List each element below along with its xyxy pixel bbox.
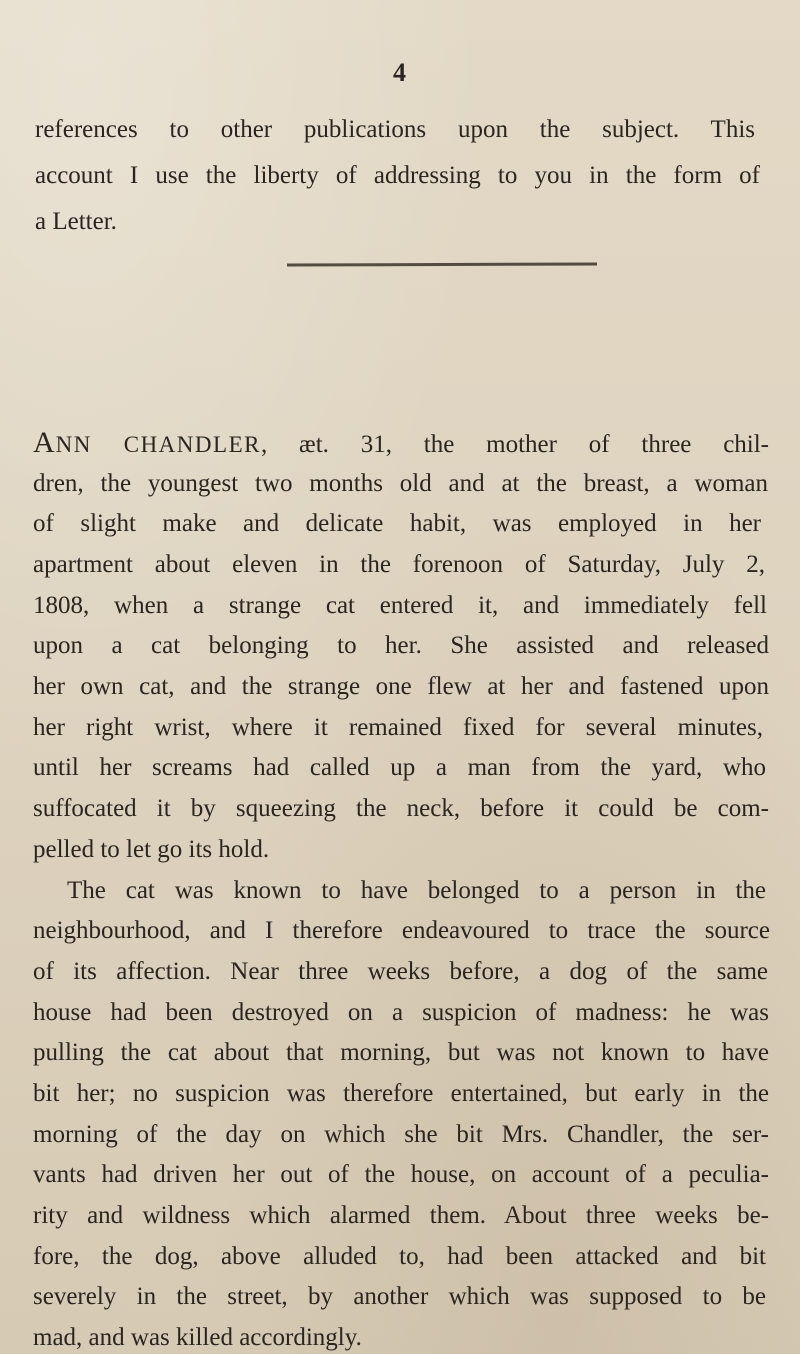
source-line: of its affection. Near three weeks before, a dog of the same: [33, 958, 768, 985]
source-line: bit her; no suspicion was therefore entertained, but early in the: [33, 1080, 769, 1107]
section-divider: [287, 262, 597, 266]
drop-cap-letter: A: [33, 426, 56, 459]
text-line: [0, 750, 800, 786]
source-line: mad, and was killed accordingly.: [33, 1324, 362, 1351]
source-line: pulling the cat about that morning, but was not known to have: [33, 1039, 769, 1066]
text-line: [0, 1320, 800, 1354]
case-line: her right wrist, where it remained fixed for several minutes,: [33, 714, 763, 741]
intro-line-3: a Letter.: [35, 208, 117, 235]
source-line: rity and wildness which alarmed them. About three weeks be-: [33, 1202, 769, 1229]
text-line: [0, 425, 800, 461]
text-line: [0, 669, 800, 705]
case-line: 1808, when a strange cat entered it, and immediately fell: [33, 592, 767, 619]
text-line: [0, 628, 800, 664]
source-line: severely in the street, by another which was supposed to be: [33, 1283, 766, 1310]
text-line: [0, 873, 800, 909]
case-line: pelled to let go its hold.: [33, 836, 270, 863]
intro-line-1: references to other publications upon the subject. This: [35, 116, 755, 143]
source-line: fore, the dog, above alluded to, had been attacked and bit: [33, 1243, 766, 1270]
text-line: [0, 995, 800, 1031]
case-first-line-text: , æt. 31, the mother of three chil-: [260, 431, 770, 458]
text-line: [0, 547, 800, 583]
page-number: 4: [393, 58, 407, 87]
text-line: [0, 1117, 800, 1153]
source-line: morning of the day on which she bit Mrs. Chandler, the ser-: [33, 1121, 769, 1148]
source-line: The cat was known to have belonged to a person in the: [67, 877, 766, 904]
case-line: dren, the youngest two months old and at the breast, a woman: [33, 470, 768, 497]
text-line: [0, 112, 800, 148]
text-line: [0, 466, 800, 502]
case-line: upon a cat belonging to her. She assisted and released: [33, 632, 769, 659]
text-line: [0, 1035, 800, 1071]
name-small-caps: NN: [55, 432, 92, 457]
text-line: [0, 1076, 800, 1112]
text-line: [0, 832, 800, 868]
case-line: her own cat, and the strange one flew at her and fastened upon: [33, 673, 769, 700]
source-line: neighbourhood, and I therefore endeavoured to trace the source: [33, 917, 770, 944]
text-line: [0, 1157, 800, 1193]
case-first-line: [33, 425, 769, 463]
case-line: until her screams had called up a man from the yard, who: [33, 754, 766, 781]
text-line: [0, 588, 800, 624]
case-line: suffocated it by squeezing the neck, before it could be com-: [33, 795, 769, 822]
text-line: [0, 913, 800, 949]
case-line: apartment about eleven in the forenoon of Saturday, July 2,: [33, 551, 765, 578]
text-line: [0, 1198, 800, 1234]
text-line: [0, 204, 800, 240]
text-line: [0, 710, 800, 746]
surname-small-caps: CHANDLER: [123, 432, 261, 457]
text-line: [0, 1279, 800, 1315]
case-line: of slight make and delicate habit, was employed in her: [33, 510, 761, 537]
source-line: house had been destroyed on a suspicion of madness: he was: [33, 999, 769, 1026]
intro-line-2: account I use the liberty of addressing to you in the form of: [35, 162, 760, 189]
text-line: [0, 158, 800, 194]
text-line: [0, 791, 800, 827]
text-line: [0, 954, 800, 990]
source-line: vants had driven her out of the house, on account of a peculia-: [33, 1161, 769, 1188]
text-line: [0, 506, 800, 542]
text-line: [0, 1239, 800, 1275]
